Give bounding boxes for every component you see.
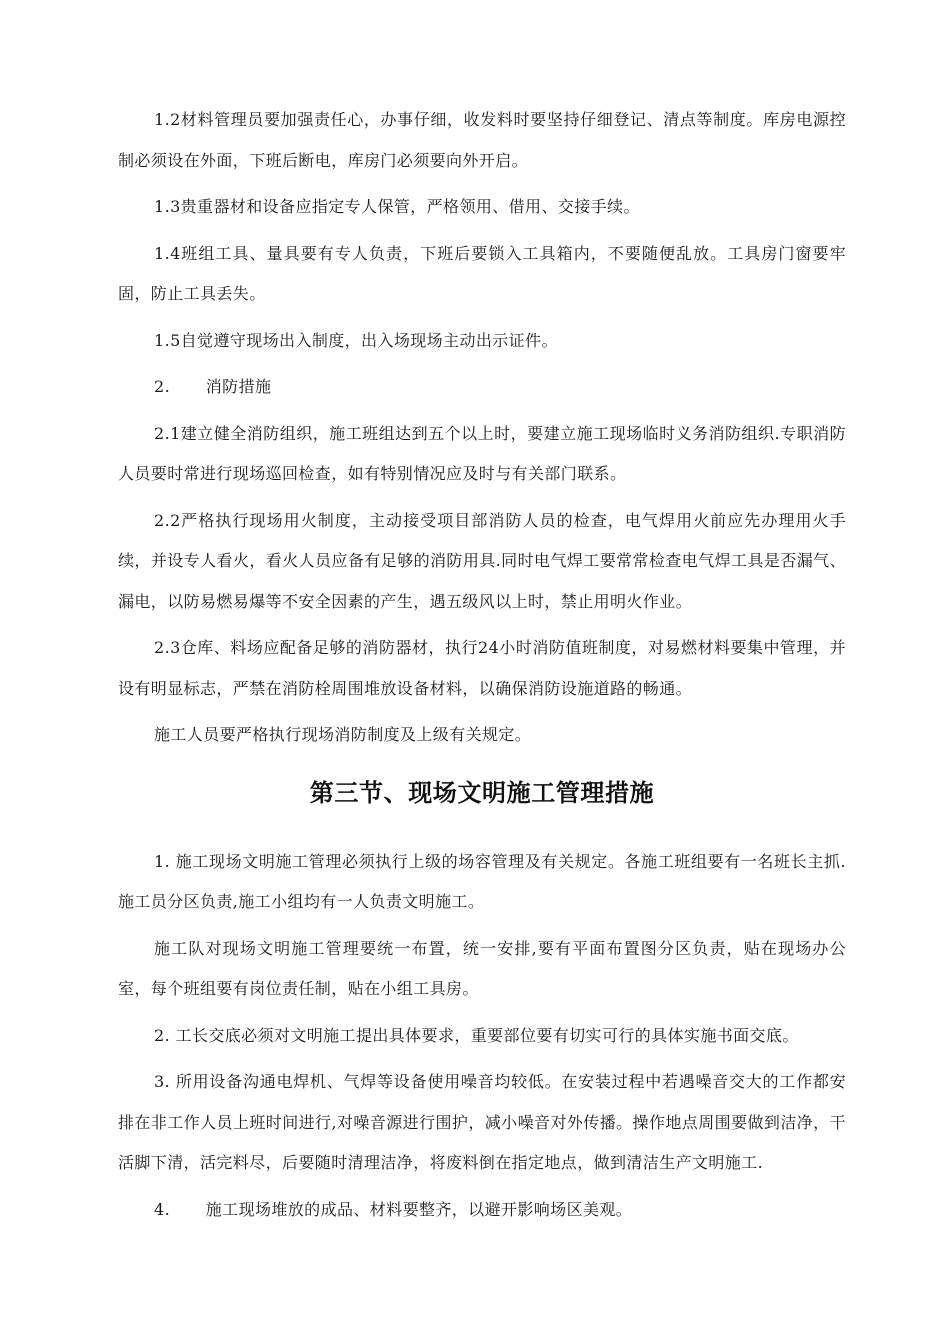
subheading-fire-measures: 2. 消防措施	[154, 377, 272, 396]
paragraph-civil-4: 4. 施工现场堆放的成品、材料要整齐，以避开影响场区美观。	[154, 1199, 633, 1219]
paragraph-civil-3: 3. 所用设备沟通电焊机、气焊等设备使用噪音均较低。在安装过程中若遇噪音交大的工作都安排在非工作人员上班时间进行,对噪音源进行围护，减小噪音对外传播。操作地点周围要做到洁净，干活脚下清，活完料尽，后要随时清理洁净，将废料倒在指定地点，做到清洁生产文明施工.	[118, 1072, 846, 1172]
paragraph-civil-2: 2. 工长交底必须对文明施工提出具体要求，重要部位要有切实可行的具体实施书面交底。	[154, 1025, 799, 1045]
paragraph-1-5: 1.5自觉遵守现场出入制度，出入场现场主动出示证件。	[154, 330, 558, 350]
paragraph-civil-1: 1. 施工现场文明施工管理必须执行上级的场容管理及有关规定。各施工班组要有一名班长主抓.施工员分区负责,施工小组均有一人负责文明施工。	[118, 851, 846, 911]
paragraph-fire-summary: 施工人员要严格执行现场消防制度及上级有关规定。	[154, 725, 532, 744]
paragraph-1-2: 1.2材料管理员要加强责任心，办事仔细，收发料时要坚持仔细登记、清点等制度。库房电源控制必须设在外面，下班后断电，库房门必须要向外开启。	[118, 110, 846, 170]
paragraph-civil-team: 施工队对现场文明施工管理要统一布置，统一安排,要有平面布置图分区负责，贴在现场办公室，每个班组要有岗位责任制，贴在小组工具房。	[118, 938, 846, 998]
section-heading: 第三节、现场文明施工管理措施	[309, 777, 655, 807]
paragraph-1-3: 1.3贵重器材和设备应指定专人保管，严格领用、借用、交接手续。	[154, 197, 640, 216]
paragraph-1-4: 1.4班组工具、量具要有专人负责，下班后要锁入工具箱内，不要随便乱放。工具房门窗要牢固，防止工具丢失。	[118, 243, 846, 303]
document-body	[118, 100, 846, 1236]
paragraph-2-1: 2.1建立健全消防组织，施工班组达到五个以上时，要建立施工现场临时义务消防组织.专职消防人员要时常进行现场巡回检查，如有特别情况应及时与有关部门联系。	[118, 423, 846, 483]
paragraph-2-2: 2.2严格执行现场用火制度，主动接受项目部消防人员的检查，电气焊用火前应先办理用火手续，并设专人看火，看火人员应备有足够的消防用具.同时电气焊工要常常检查电气焊工具是否漏气、漏电，以防易燃易爆等不安全因素的产生，遇五级风以上时，禁止用明火作业。	[118, 510, 846, 611]
paragraph-2-3: 2.3仓库、料场应配备足够的消防器材，执行24小时消防值班制度，对易燃材料要集中管理，并设有明显标志，严禁在消防栓周围堆放设备材料，以确保消防设施道路的畅通。	[118, 638, 846, 698]
